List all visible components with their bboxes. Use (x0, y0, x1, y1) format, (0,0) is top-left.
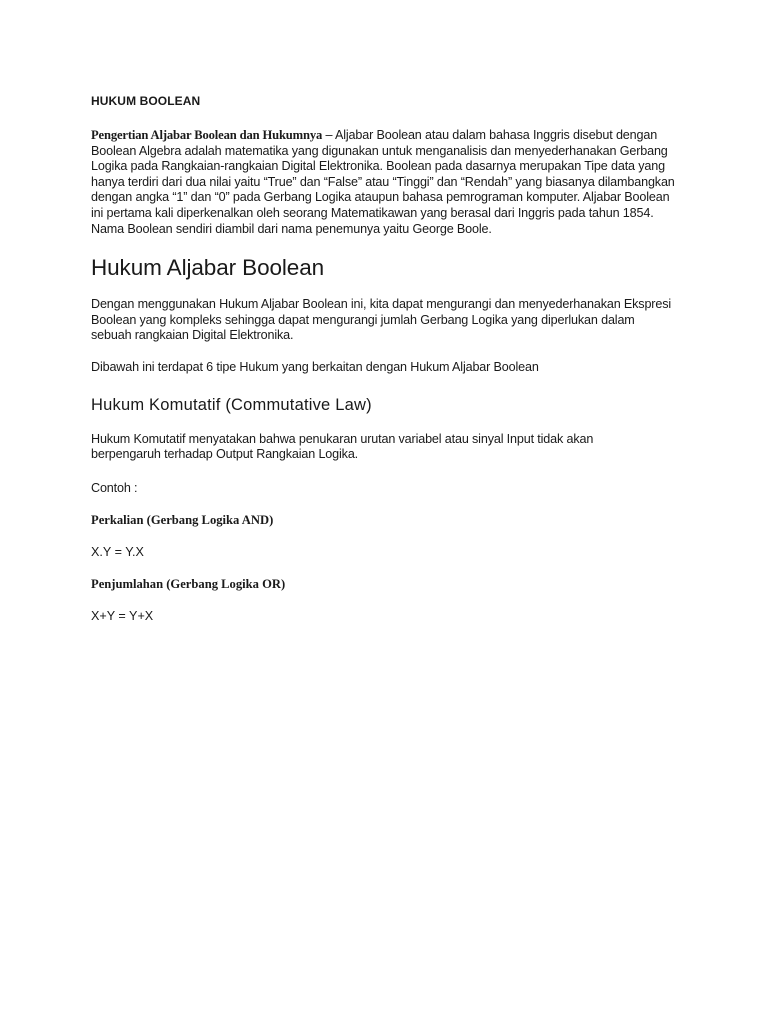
section2-paragraph-1: Hukum Komutatif menyatakan bahwa penukaran urutan variabel atau sinyal Input tidak akan berpengaruh terhadap Output Rangkaian Logika. (91, 431, 594, 462)
section1-paragraph-1: Dengan menggunakan Hukum Aljabar Boolean ini, kita dapat mengurangi dan menyederhanakan Ekspresi Boolean yang kompleks sehingga dapat mengurangi jumlah Gerbang Logika yang diperlukan dalam sebuah rangkaian Digital Elektronika. (91, 297, 671, 343)
section-heading-komutatif: Hukum Komutatif (Commutative Law) (91, 395, 372, 414)
subheading-perkalian: Perkalian (Gerbang Logika AND) (91, 513, 274, 528)
section-heading-aljabar: Hukum Aljabar Boolean (91, 255, 325, 281)
document-title: HUKUM BOOLEAN (91, 94, 201, 108)
intro-text: – Aljabar Boolean atau dalam bahasa Inggris disebut dengan Boolean Algebra adalah matematika yang digunakan untuk menganalisis dan menyederhanakan Gerbang Logika pada Rangkaian-rangkaian Digital Elektronika. Boolean pada dasarnya merupakan Tipe data yang hanya terdiri dari dua nilai yaitu “True” dan “False” atau “Tinggi” dan “Rendah” yang biasanya dilambangkan dengan angka “1” dan “0” pada Gerbang Logika ataupun bahasa pemrograman komputer. Aljabar Boolean ini pertama kali diperkenalkan oleh seorang Matematikawan yang berasal dari Inggris pada tahun 1854. Nama Boolean sendiri diambil dari nama penemunya yaitu George Boole. (91, 128, 675, 236)
example-label: Contoh : (91, 480, 138, 495)
document-page (91, 92, 691, 624)
formula-or: X+Y = Y+X (91, 609, 154, 624)
subheading-penjumlahan: Penjumlahan (Gerbang Logika OR) (91, 577, 286, 592)
formula-and: X.Y = Y.X (91, 545, 144, 560)
section1-paragraph-2: Dibawah ini terdapat 6 tipe Hukum yang berkaitan dengan Hukum Aljabar Boolean (91, 359, 539, 374)
intro-lead: Pengertian Aljabar Boolean dan Hukumnya (91, 128, 323, 142)
intro-paragraph (91, 128, 681, 237)
